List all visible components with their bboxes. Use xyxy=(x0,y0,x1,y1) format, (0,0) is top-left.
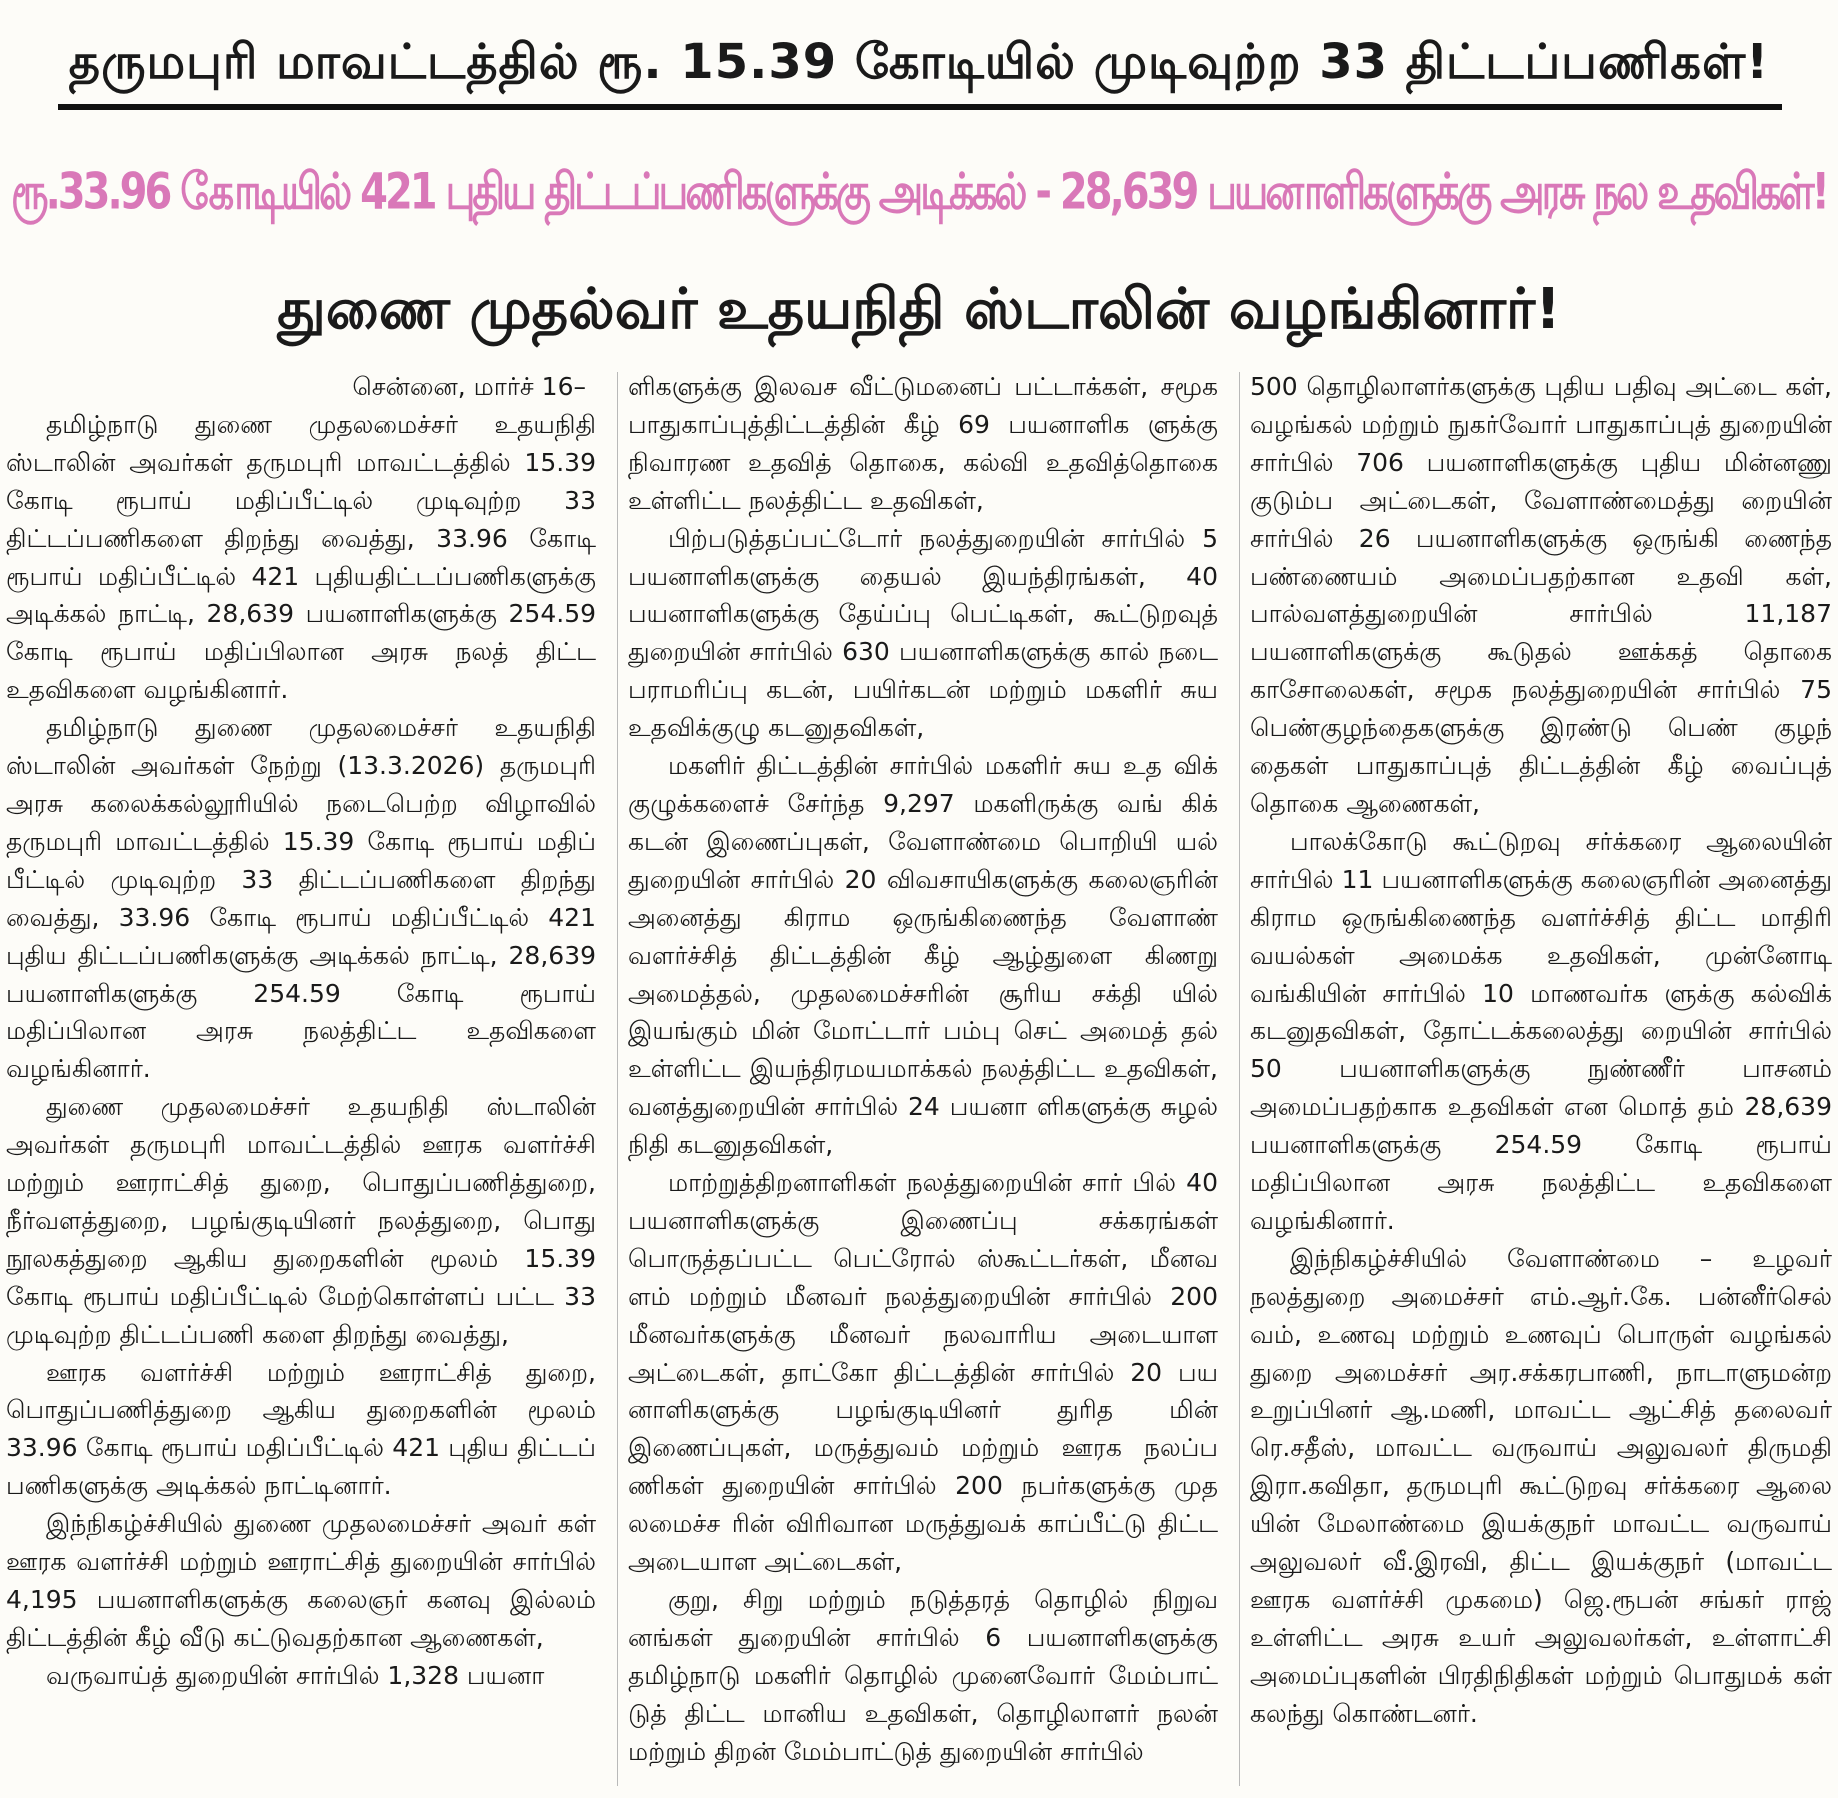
article-column-1 xyxy=(6,368,596,1790)
sub-headline: துணை முதல்வர் உதயநிதி ஸ்டாலின் வழங்கினார்! xyxy=(277,277,1561,342)
paragraph: இந்நிகழ்ச்சியில் துணை முதலமைச்சர் அவர் கள் ஊரக வளர்ச்சி மற்றும் ஊராட்சித் துறையின் சார்பில் 4,195 பயனாளிகளுக்கு கலைஞர் கனவு இல்லம் திட்டத்தின் கீழ் வீடு கட்டுவதற்கான ஆணைகள், xyxy=(6,1509,596,1652)
article-column-2 xyxy=(628,368,1218,1790)
paragraph: தமிழ்நாடு துணை முதலமைச்சர் உதயநிதி ஸ்டாலின் அவர்கள் நேற்று (13.3.2026) தருமபுரி அரசு கலைக்கல்லூரியில் நடைபெற்ற விழாவில் தருமபுரி மாவட்டத்தில் 15.39 கோடி ரூபாய் மதிப் பீட்டில் முடிவுற்ற 33 திட்டப்பணிகளை திறந்து வைத்து, 33.96 கோடி ரூபாய் மதிப்பீட்டில் 421 புதிய திட்டப்பணிகளுக்கு அடிக்கல் நாட்டி, 28,639 பயனாளிகளுக்கு 254.59 கோடி ரூபாய் மதிப்பிலான அரசு நலத்திட்ட உதவிகளை வழங்கினார். xyxy=(6,713,596,1084)
paragraph: மாற்றுத்திறனாளிகள் நலத்துறையின் சார் பில் 40 பயனாளிகளுக்கு இணைப்பு சக்கரங்கள் பொருத்தப்பட்ட பெட்ரோல் ஸ்கூட்டர்கள், மீனவ ளம் மற்றும் மீனவர் நலத்துறையின் சார்பில் 200 மீனவர்களுக்கு மீனவர் நலவாரிய அடையாள அட்டைகள், தாட்கோ திட்டத்தின் சார்பில் 20 பய னாளிகளுக்கு பழங்குடியினர் துரித மின் இணைப்புகள், மருத்துவம் மற்றும் ஊரக நலப்ப ணிகள் துறையின் சார்பில் 200 நபர்களுக்கு முத லமைச்ச ரின் விரிவான மருத்துவக் காப்பீட்டு திட்ட அடையாள அட்டைகள், xyxy=(628,1168,1218,1577)
article-column-3 xyxy=(1250,368,1832,1790)
paragraph: இந்நிகழ்ச்சியில் வேளாண்மை – உழவர் நலத்துறை அமைச்சர் எம்.ஆர்.கே. பன்னீர்செல் வம், உணவு மற்றும் உணவுப் பொருள் வழங்கல் துறை அமைச்சர் அர.சக்கரபாணி, நாடாளுமன்ற உறுப்பினர் ஆ.மணி, மாவட்ட ஆட்சித் தலைவர் ரெ.சதீஸ், மாவட்ட வருவாய் அலுவலர் திருமதி இரா.கவிதா, தருமபுரி கூட்டுறவு சர்க்கரை ஆலை யின் மேலாண்மை இயக்குநர் மாவட்ட வருவாய் அலுவலர் வீ.இரவி, திட்ட இயக்குநர் (மாவட்ட ஊரக வளர்ச்சி முகமை) ஜெ.ரூபன் சங்கர் ராஜ் உள்ளிட்ட அரசு உயர் அலுவலர்கள், உள்ளாட்சி அமைப்புகளின் பிரதிநிதிகள் மற்றும் பொதுமக் கள் கலந்து கொண்டனர். xyxy=(1250,1243,1832,1728)
paragraph: ளிகளுக்கு இலவச வீட்டுமனைப் பட்டாக்கள், சமூக பாதுகாப்புத்திட்டத்தின் கீழ் 69 பயனாளிக ளுக்கு நிவாரண உதவித் தொகை, கல்வி உதவித்தொகை உள்ளிட்ட நலத்திட்ட உதவிகள், xyxy=(628,372,1218,515)
paragraph: துணை முதலமைச்சர் உதயநிதி ஸ்டாலின் அவர்கள் தருமபுரி மாவட்டத்தில் ஊரக வளர்ச்சி மற்றும் ஊராட்சித் துறை, பொதுப்பணித்துறை, நீர்வளத்துறை, பழங்குடியினர் நலத்துறை, பொது நூலகத்துறை ஆகிய துறைகளின் மூலம் 15.39 கோடி ரூபாய் மதிப்பீட்டில் மேற்கொள்ளப் பட்ட 33 முடிவுற்ற திட்டப்பணி களை திறந்து வைத்து, xyxy=(6,1092,596,1349)
paragraph: ஊரக வளர்ச்சி மற்றும் ஊராட்சித் துறை, பொதுப்பணித்துறை ஆகிய துறைகளின் மூலம் 33.96 கோடி ரூபாய் மதிப்பீட்டில் 421 புதிய திட்டப் பணிகளுக்கு அடிக்கல் நாட்டினார். xyxy=(6,1357,596,1501)
article-body xyxy=(6,368,1832,1790)
paragraph: பாலக்கோடு கூட்டுறவு சர்க்கரை ஆலையின் சார்பில் 11 பயனாளிகளுக்கு கலைஞரின் அனைத்து கிராம ஒருங்கிணைந்த வளர்ச்சித் திட்ட மாதிரி வயல்கள் அமைக்க உதவிகள், முன்னோடி வங்கியின் சார்பில் 10 மாணவர்க ளுக்கு கல்விக் கடனுதவிகள், தோட்டக்கலைத்து றையின் சார்பில் 50 பயனாளிகளுக்கு நுண்ணீர் பாசனம் அமைப்பதற்காக உதவிகள் என மொத் தம் 28,639 பயனாளிகளுக்கு 254.59 கோடி ரூபாய் மதிப்பிலான அரசு நலத்திட்ட உதவிகளை வழங்கினார். xyxy=(1250,826,1832,1235)
main-headline: ரூ.33.96 கோடியில் 421 புதிய திட்டப்பணிகளுக்கு அடிக்கல் - 28,639 பயனாளிகளுக்கு அரசு நல உதவிகள்! xyxy=(11,163,1827,221)
paragraph: பிற்படுத்தப்பட்டோர் நலத்துறையின் சார்பில் 5 பயனாளிகளுக்கு தையல் இயந்திரங்கள், 40 பயனாளிகளுக்கு தேய்ப்பு பெட்டிகள், கூட்டுறவுத் துறையின் சார்பில் 630 பயனாளிகளுக்கு கால் நடை பராமரிப்பு கடன், பயிர்கடன் மற்றும் மகளிர் சுய உதவிக்குழு கடனுதவிகள், xyxy=(628,523,1218,743)
dateline: சென்னை, மார்ச் 16– xyxy=(352,372,586,401)
paragraph: மகளிர் திட்டத்தின் சார்பில் மகளிர் சுய உத விக் குழுக்களைச் சேர்ந்த 9,297 மகளிருக்கு வங் கிக் கடன் இணைப்புகள், வேளாண்மை பொறியி யல் துறையின் சார்பில் 20 விவசாயிகளுக்கு கலைஞரின் அனைத்து கிராம ஒருங்கிணைந்த வேளாண் வளர்ச்சித் திட்டத்தின் கீழ் ஆழ்துளை கிணறு அமைத்தல், முதலமைச்சரின் சூரிய சக்தி யில் இயங்கும் மின் மோட்டார் பம்பு செட் அமைத் தல் உள்ளிட்ட இயந்திரமயமாக்கல் நலத்திட்ட உதவிகள், வனத்துறையின் சார்பில் 24 பயனா ளிகளுக்கு சுழல் நிதி கடனுதவிகள், xyxy=(628,751,1218,1160)
paragraph: குறு, சிறு மற்றும் நடுத்தரத் தொழில் நிறுவ னங்கள் துறையின் சார்பில் 6 பயனாளிகளுக்கு தமிழ்நாடு மகளிர் தொழில் முனைவோர் மேம்பாட் டுத் திட்ட மானிய உதவிகள், தொழிலாளர் நலன் மற்றும் திறன் மேம்பாட்டுத் துறையின் சார்பில் xyxy=(628,1585,1218,1766)
paragraph: தமிழ்நாடு துணை முதலமைச்சர் உதயநிதி ஸ்டாலின் அவர்கள் தருமபுரி மாவட்டத்தில் 15.39 கோடி ரூபாய் மதிப்பீட்டில் முடிவுற்ற 33 திட்டப்பணிகளை திறந்து வைத்து, 33.96 கோடி ரூபாய் மதிப்பீட்டில் 421 புதியதிட்டப்பணிகளுக்கு அடிக்கல் நாட்டி, 28,639 பயனாளிகளுக்கு 254.59 கோடி ரூபாய் மதிப்பிலான அரசு நலத் திட்ட உதவிகளை வழங்கினார். xyxy=(6,409,596,705)
headline-underline xyxy=(58,104,1782,110)
top-headline: தருமபுரி மாவட்டத்தில் ரூ. 15.39 கோடியில் முடிவுற்ற 33 திட்டப்பணிகள்! xyxy=(68,34,1770,90)
paragraph: 500 தொழிலாளர்களுக்கு புதிய பதிவு அட்டை கள், வழங்கல் மற்றும் நுகர்வோர் பாதுகாப்புத் துறையின் சார்பில் 706 பயனாளிகளுக்கு புதிய மின்னணு குடும்ப அட்டைகள், வேளாண்மைத்து றையின் சார்பில் 26 பயனாளிகளுக்கு ஒருங்கி ணைந்த பண்ணையம் அமைப்பதற்கான உதவி கள், பால்வளத்துறையின் சார்பில் 11,187 பயனாளிகளுக்கு கூடுதல் ஊக்கத் தொகை காசோலைகள், சமூக நலத்துறையின் சார்பில் 75 பெண்குழந்தைகளுக்கு இரண்டு பெண் குழந் தைகள் பாதுகாப்புத் திட்டத்தின் கீழ் வைப்புத் தொகை ஆணைகள், xyxy=(1250,372,1832,818)
paragraph: வருவாய்த் துறையின் சார்பில் 1,328 பயனா xyxy=(46,1660,545,1690)
